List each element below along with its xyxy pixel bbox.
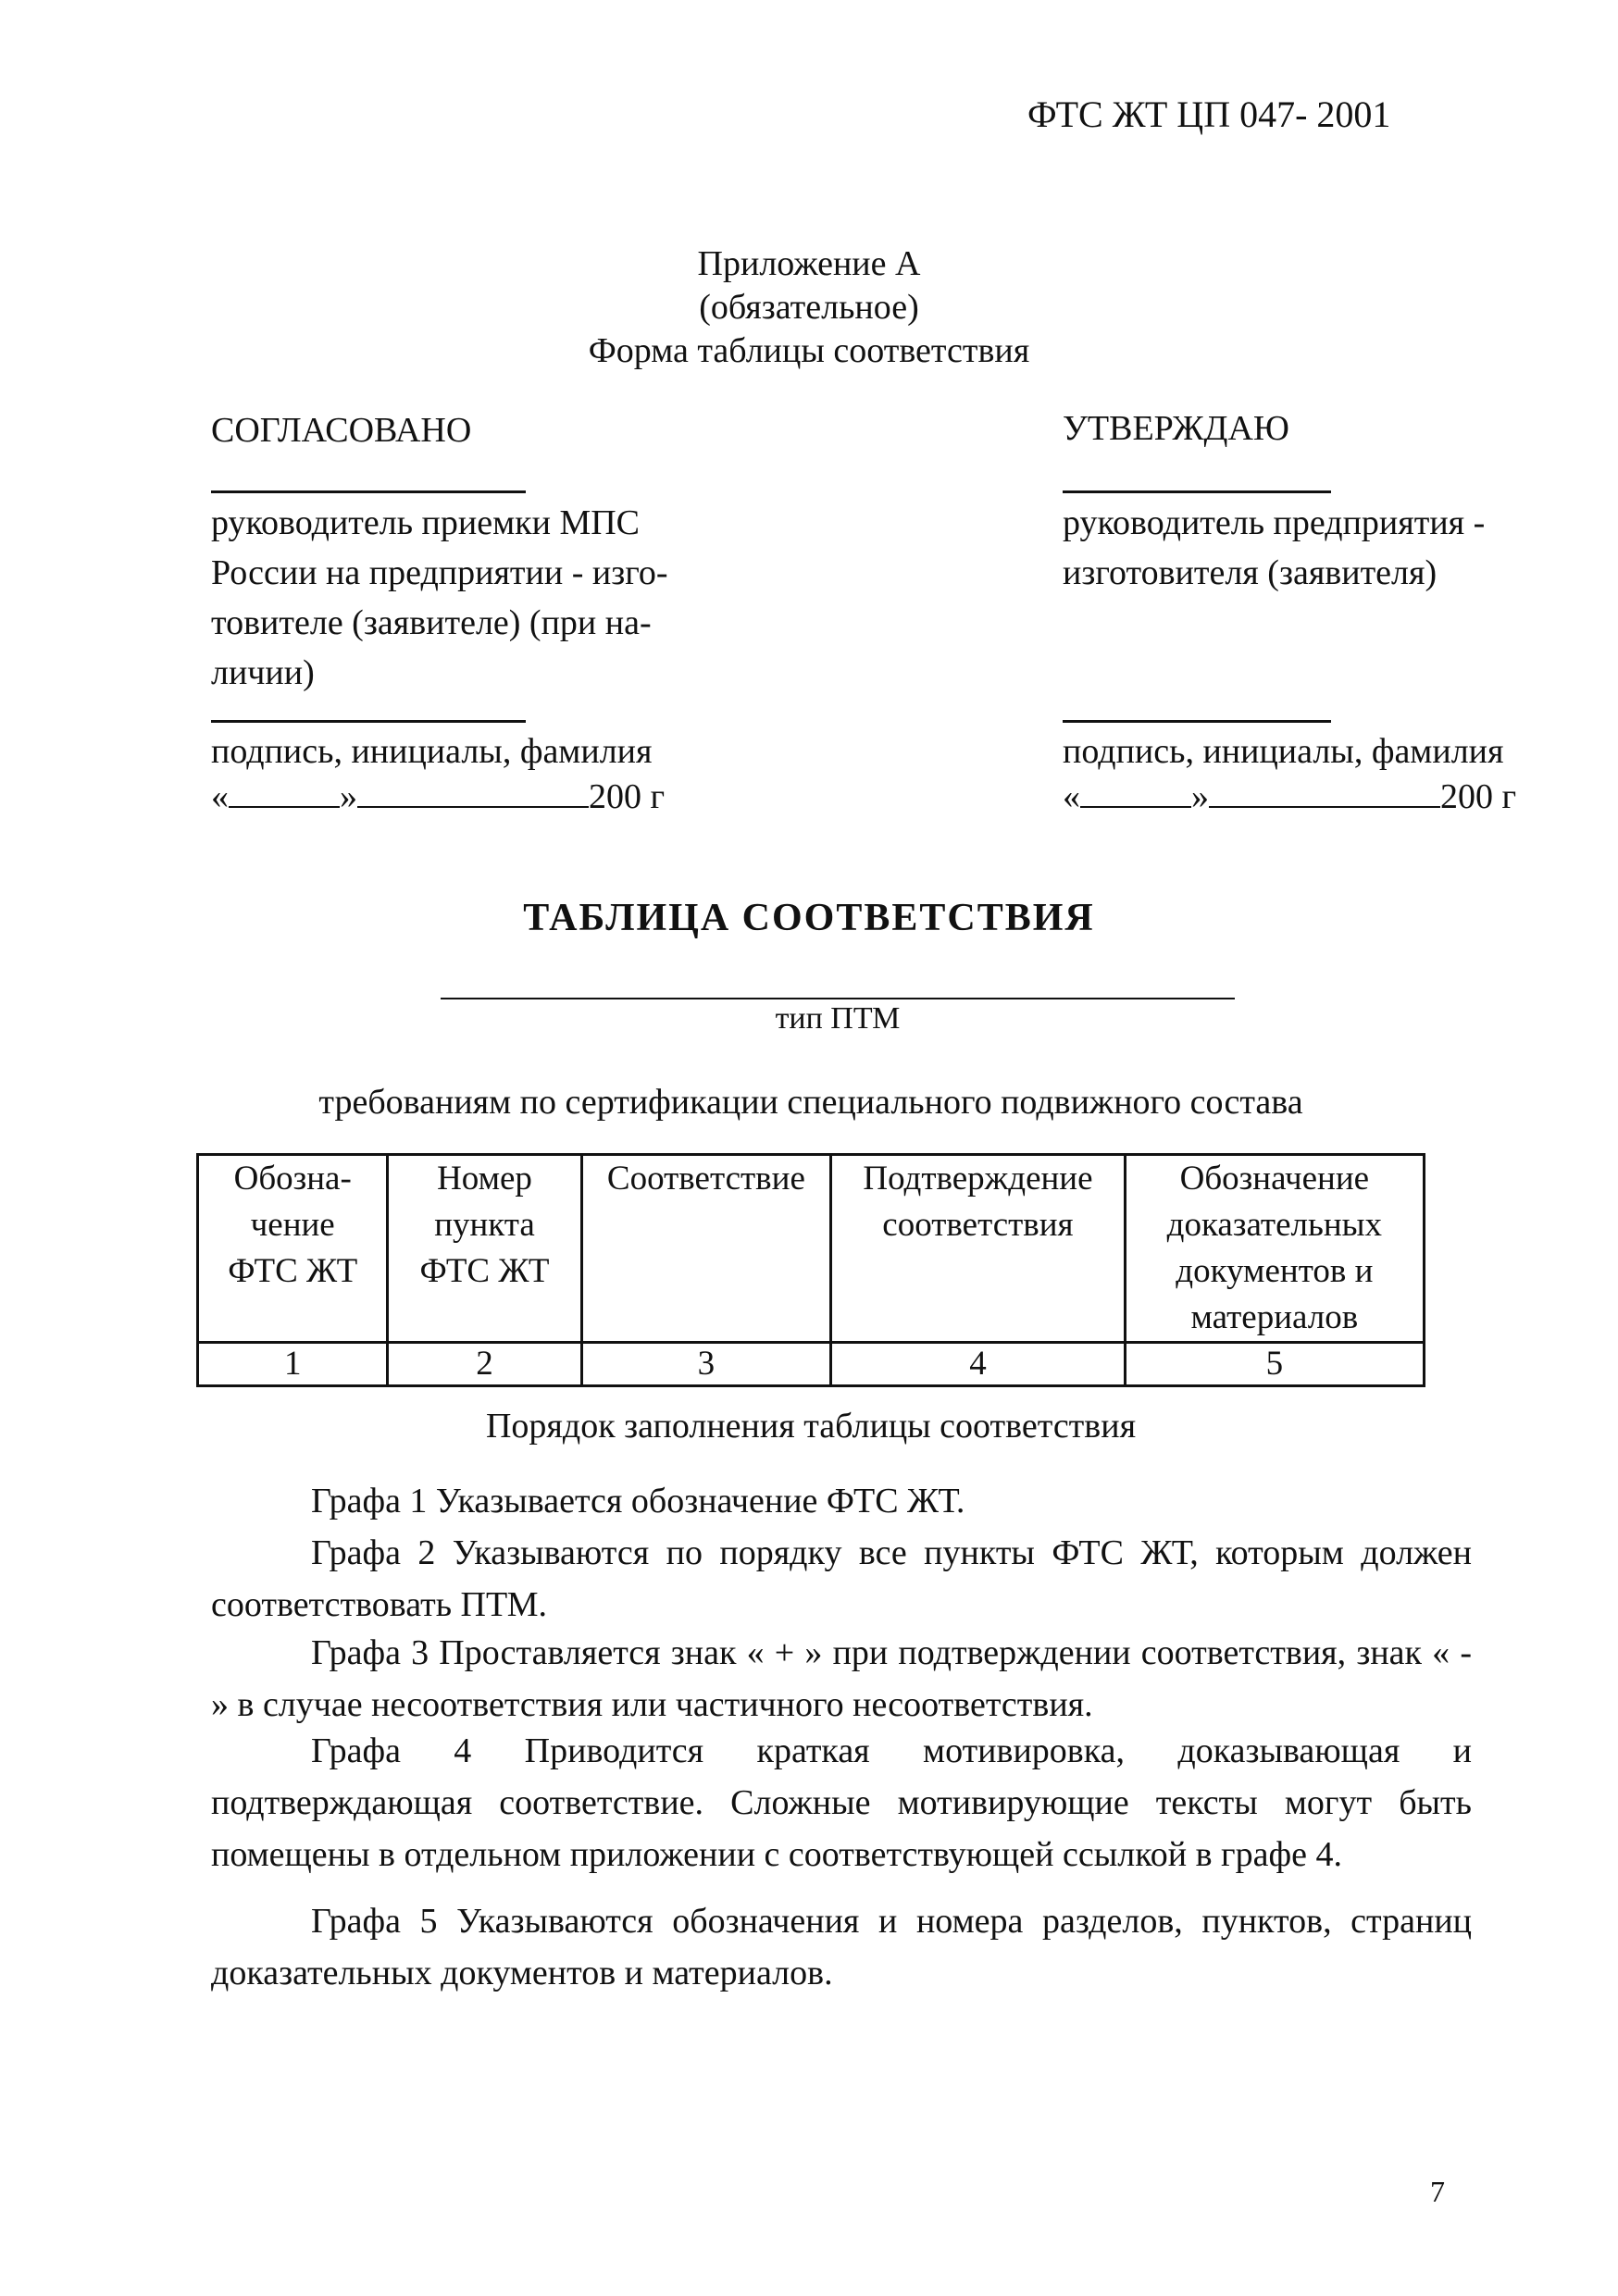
left-role-line: товителе (заявителе) (при на- [211, 603, 652, 642]
left-role-block [211, 498, 729, 698]
table-number-row [198, 1343, 1425, 1386]
type-fill-line [441, 998, 1235, 999]
instruction-paragraph: Графа 1 Указывается обозначение ФТС ЖТ. [311, 1482, 965, 1520]
document-code: ФТС ЖТ ЦП 047- 2001 [1027, 93, 1391, 135]
left-role-line: России на предприятии - изго- [211, 553, 668, 592]
header-cell-confirmation: Подтверждение соответствия [831, 1155, 1125, 1343]
header-cell-clause-number: Номер пункта ФТС ЖТ [388, 1155, 581, 1343]
instructions-title: Порядок заполнения таблицы соответствия [485, 1407, 1137, 1446]
right-role-line: руководитель предприятия - [1063, 503, 1486, 542]
right-signature-caption: подпись, инициалы, фамилия [1063, 732, 1504, 771]
right-signature-line-top [1063, 490, 1331, 493]
column-number: 4 [831, 1343, 1125, 1386]
instruction-paragraph: Графа 2 Указываются по порядку все пункты ФТС ЖТ, которым должен соответствовать ПТМ. [211, 1533, 1472, 1624]
instruction-paragraph: Графа 3 Проставляется знак « + » при подтверждении соответствия, знак « - » в случае несоответствия или частичного несоответствия. [211, 1633, 1472, 1724]
requirement-line: требованиям по сертификации специального подвижного состава [318, 1083, 1303, 1122]
page-number: 7 [1430, 2175, 1445, 2208]
column-number: 2 [388, 1343, 581, 1386]
left-signature-line-top [211, 490, 526, 493]
appendix-subtitle: Форма таблицы соответствия [588, 331, 1030, 370]
instruction-paragraph: Графа 5 Указываются обозначения и номера разделов, пунктов, страниц доказательных документов и материалов. [211, 1902, 1472, 1992]
column-number: 5 [1125, 1343, 1424, 1386]
header-cell-conformity: Соответствие [581, 1155, 831, 1343]
main-title: ТАБЛИЦА СООТВЕТСТВИЯ [523, 897, 1095, 939]
left-signature-line [211, 720, 526, 723]
appendix-title: Приложение А [697, 244, 921, 283]
appendix-status: (обязательное) [699, 288, 919, 327]
header-cell-designation: Обозна- чение ФТС ЖТ [198, 1155, 388, 1343]
right-role-line: изготовителя (заявителя) [1063, 553, 1438, 592]
instruction-paragraph: Графа 4 Приводится краткая мотивировка, доказывающая и подтверждающая соответствие. Сложные мотивирующие тексты могут быть помещены в отдельном приложении с соответствующей ссылкой в графе 4. [211, 1731, 1472, 1874]
right-date-line: « » 200 г [1063, 777, 1517, 816]
approve-heading: УТВЕРЖДАЮ [1063, 409, 1289, 448]
header-cell-evidence: Обозначение доказательных документов и материалов [1125, 1155, 1424, 1343]
type-caption: тип ПТМ [775, 1001, 901, 1036]
left-signature-caption: подпись, инициалы, фамилия [211, 732, 653, 771]
column-number: 3 [581, 1343, 831, 1386]
right-role-block [1063, 498, 1581, 598]
left-role-line: руководитель приемки МПС [211, 503, 641, 542]
conformity-table [196, 1153, 1425, 1387]
right-signature-line [1063, 720, 1331, 723]
left-role-line: личии) [211, 653, 315, 692]
left-date-line: « » 200 г [211, 777, 666, 816]
column-number: 1 [198, 1343, 388, 1386]
table-header-row [198, 1155, 1425, 1343]
approved-heading: СОГЛАСОВАНО [211, 411, 472, 450]
